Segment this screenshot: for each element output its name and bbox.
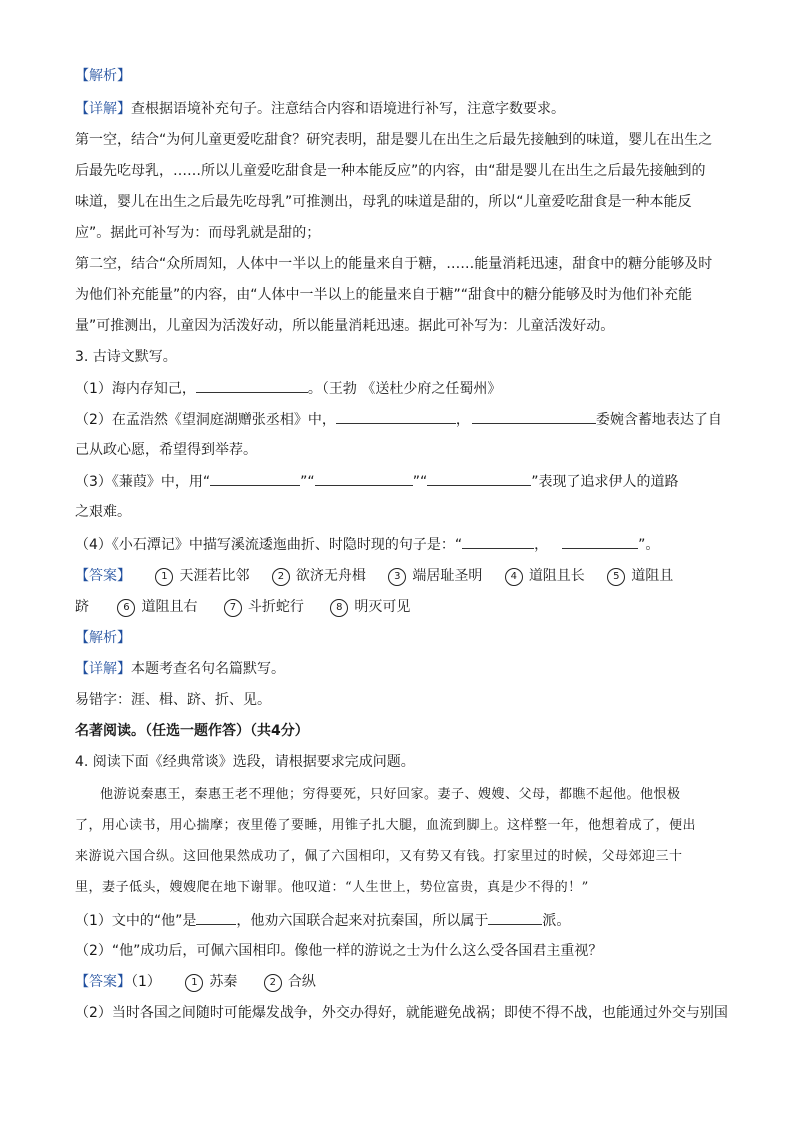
answer-item: 5 道阻且 [607, 566, 673, 586]
analysis-heading: 【解析】 [75, 630, 131, 646]
answer-item: 1 天涯若比邻 [155, 566, 249, 586]
circled-number: 1 [155, 568, 173, 586]
explanation-line: 量”可推测出，儿童因为活泼好动，所以能量消耗迅速。据此可补写为：儿童活泼好动。 [75, 318, 615, 334]
detail-tag: 【详解】 [75, 101, 131, 117]
explanation-line: 第一空，结合“为何儿童更爱吃甜食？研究表明，甜是婴儿在出生之后最先接触到的味道，婴儿在出生之 [75, 132, 713, 148]
passage-line: 来游说六国合纵。这回他果然成功了，佩了六国相印，又有势又有钱。打家里过的时候，父母郊迎三十 [75, 849, 683, 864]
passage-line: 他游说秦惠王，秦惠王老不理他；穷得要死，只好回家。妻子、嫂嫂、父母，都瞧不起他。他恨极 [100, 787, 681, 802]
explanation-line: 应”。据此可补写为：而母乳就是甜的； [75, 225, 321, 241]
circled-number: 5 [607, 568, 625, 586]
answer-blank[interactable] [488, 910, 542, 925]
detail-text: 本题考查名句名篇默写。 [131, 661, 285, 677]
circled-number: 7 [224, 599, 242, 617]
explanation-line: 为他们补充能量”的内容，由“人体中一半以上的能量来自于糖”“甜食中的糖分能够及时为他们补充能 [75, 287, 693, 303]
explanation-line: 后最先吃母乳，……所以儿童爱吃甜食是一种本能反应”的内容，由“甜是婴儿在出生之后最先接触到的 [75, 163, 706, 179]
detail-tag: 【详解】 [75, 661, 131, 677]
circled-number: 2 [272, 568, 290, 586]
question-title: 3. 古诗文默写。 [75, 349, 177, 365]
answer-item: 4 道阻且长 [505, 566, 585, 586]
detail-line [75, 99, 565, 119]
question-line: 己从政心愿，希望得到举荐。 [75, 442, 257, 458]
answer-line [75, 566, 673, 586]
answer-blank[interactable] [336, 409, 456, 424]
question-line: 之艰难。 [75, 504, 131, 520]
answer-item: 6 道阻且右 [117, 597, 197, 617]
answer-blank[interactable] [562, 534, 638, 549]
answer-item: 2 合纵 [264, 972, 316, 992]
circled-number: 8 [330, 599, 348, 617]
answer-tag: 【答案】 [75, 974, 131, 990]
passage-line: 里，妻子低头，嫂嫂爬在地下谢罪。他叹道：“人生世上，势位富贵，真是少不得的！” [75, 880, 589, 895]
answer-line: 跻 6 道阻且右 7 斗折蛇行 8 明灭可见 [75, 599, 411, 615]
answer-item: 2 欲济无舟楫 [272, 566, 366, 586]
answer-blank[interactable] [196, 378, 308, 393]
answer-line: （2）当时各国之间随时可能爆发战争，外交办得好，就能避免战祸；即使不得不战，也能通过外交与别国 [75, 1005, 728, 1021]
answer-item: 3 端居耻圣明 [388, 566, 482, 586]
detail-text: 查根据语境补充句子。注意结合内容和语境进行补写，注意字数要求。 [131, 101, 565, 117]
error-prone-characters: 易错字：涯、楫、跻、折、见。 [75, 692, 271, 708]
explanation-line: 第二空，结合“众所周知，人体中一半以上的能量来自于糖，……能量消耗迅速，甜食中的糖分能够及时 [75, 256, 713, 272]
answer-blank[interactable] [462, 534, 534, 549]
answer-line: 【答案】（1） 1 苏秦 2 合纵 [75, 974, 316, 990]
question-line: （2）在孟浩然《望洞庭湖赠张丞相》中， ， 委婉含蓄地表达了自 [75, 409, 722, 430]
detail-line [75, 659, 285, 679]
answer-item: 7 斗折蛇行 [224, 597, 304, 617]
circled-number: 3 [388, 568, 406, 586]
question-line: （2）“他”成功后，可佩六国相印。像他一样的游说之士为什么这么受各国君主重视？ [75, 943, 603, 959]
circled-number: 2 [264, 974, 282, 992]
analysis-heading: 【解析】 [75, 68, 131, 84]
answer-blank[interactable] [196, 910, 236, 925]
circled-number: 6 [117, 599, 135, 617]
circled-number: 4 [505, 568, 523, 586]
section-heading: 名著阅读。（任选一题作答）（共4分） [75, 723, 309, 739]
answer-tag: 【答案】 [75, 568, 131, 584]
question-line: （3）《蒹葭》中，用“ ”“ ”“ ”表现了追求伊人的道路 [75, 471, 678, 492]
answer-blank[interactable] [427, 471, 531, 486]
explanation-line: 味道，婴儿在出生之后最先吃母乳”可推测出，母乳的味道是甜的，所以“儿童爱吃甜食是一种本能反 [75, 194, 692, 210]
answer-item: 1 苏秦 [185, 972, 237, 992]
circled-number: 1 [185, 974, 203, 992]
answer-blank[interactable] [315, 471, 413, 486]
answer-blank[interactable] [472, 409, 596, 424]
answer-blank[interactable] [210, 471, 300, 486]
passage-line: 了，用心读书，用心揣摩；夜里倦了要睡，用锥子扎大腿，血流到脚上。这样整一年，他想着成了，便出 [75, 818, 697, 833]
question-line: （1）文中的“他”是 ，他劝六国联合起来对抗秦国，所以属于 派。 [75, 910, 570, 931]
question-title: 4. 阅读下面《经典常谈》选段，请根据要求完成问题。 [75, 754, 415, 770]
answer-item: 8 明灭可见 [330, 597, 410, 617]
question-line: （1）海内存知己， 。（王勃 《送杜少府之任蜀州》 [75, 378, 501, 399]
question-line: （4）《小石潭记》中描写溪流逶迤曲折、时隐时现的句子是：“ ， ”。 [75, 534, 659, 555]
